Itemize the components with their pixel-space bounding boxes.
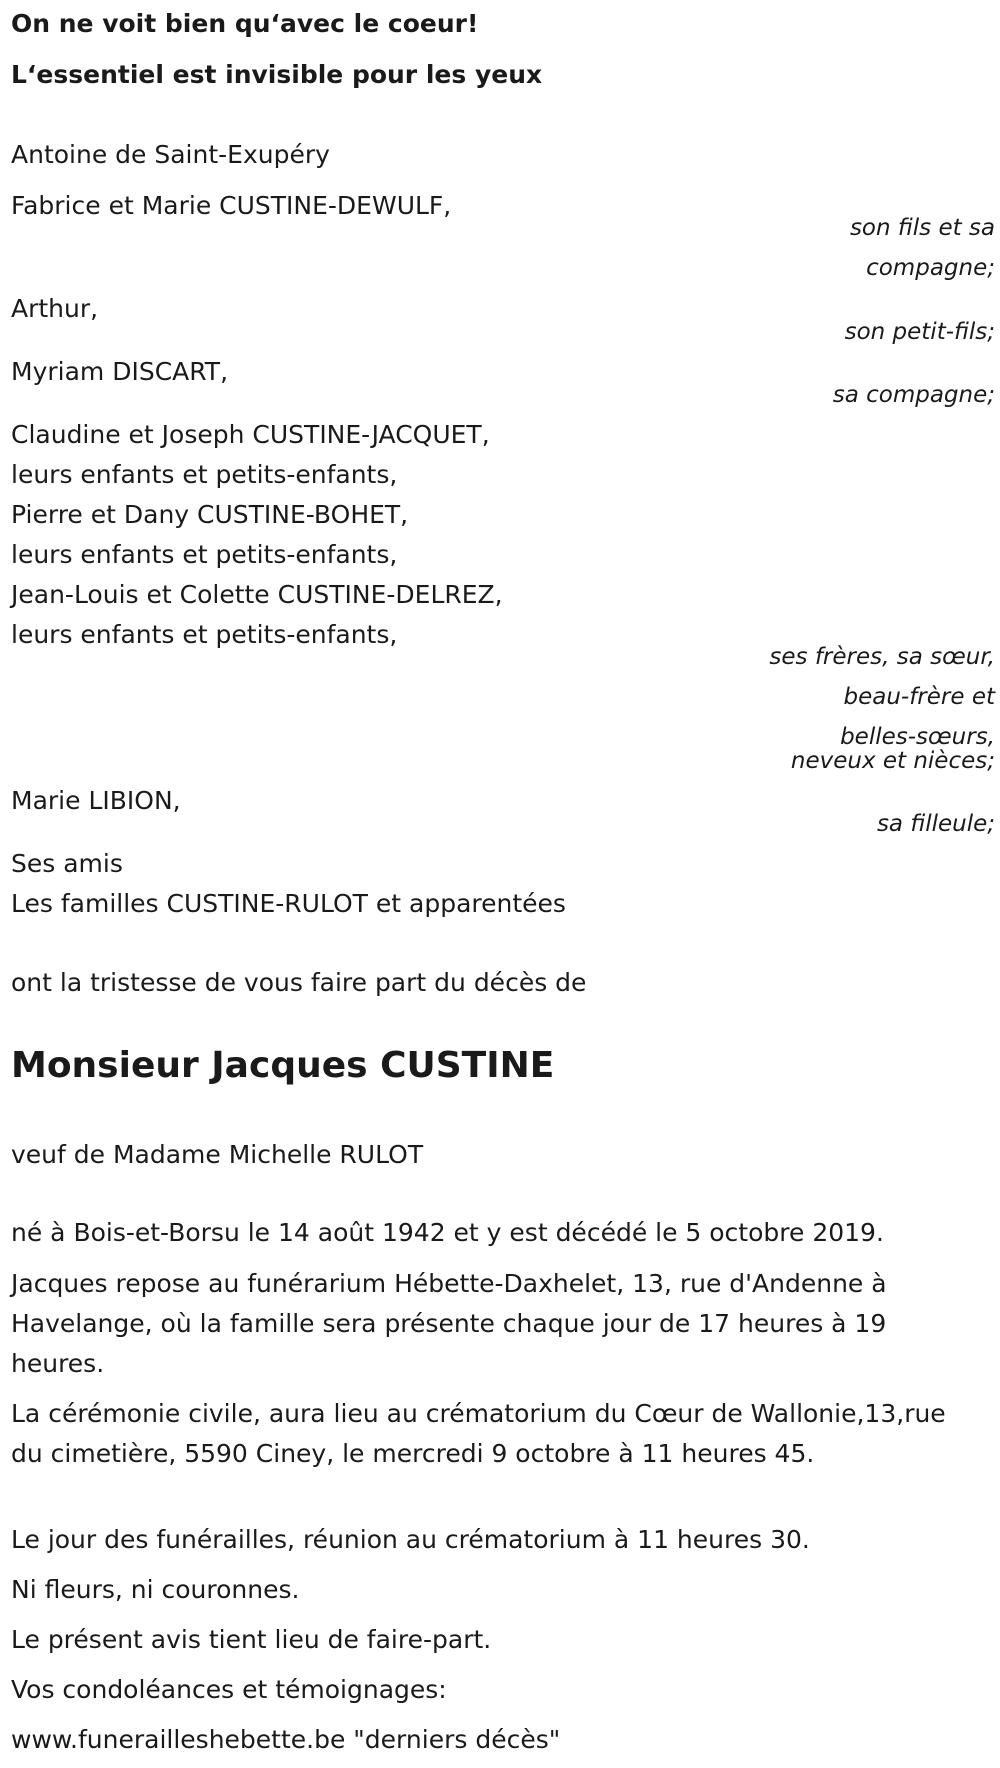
- deceased-name: Monsieur Jacques CUSTINE: [11, 1045, 555, 1086]
- quote-author: Antoine de Saint-Exupéry: [11, 140, 330, 169]
- sibling-3-family: leurs enfants et petits-enfants,: [11, 620, 398, 649]
- birth-death-line: né à Bois-et-Borsu le 14 août 1942 et y est décédé le 5 octobre 2019.: [11, 1218, 884, 1247]
- partner-name: Myriam DISCART,: [11, 357, 229, 386]
- sibling-2-names: Pierre et Dany CUSTINE-BOHET,: [11, 500, 409, 529]
- widower-line: veuf de Madame Michelle RULOT: [11, 1140, 424, 1169]
- sibling-1-family: leurs enfants et petits-enfants,: [11, 460, 398, 489]
- friends-line: Ses amis: [11, 849, 123, 878]
- no-flowers-line: Ni fleurs, ni couronnes.: [11, 1575, 300, 1604]
- partner-relation: sa compagne;: [832, 382, 995, 408]
- quote-line-1: On ne voit bien qu‘avec le coeur!: [11, 9, 479, 38]
- sibling-1-names: Claudine et Joseph CUSTINE-JACQUET,: [11, 420, 490, 449]
- quote-line-2: L‘essentiel est invisible pour les yeux: [11, 60, 543, 89]
- condolences-label: Vos condoléances et témoignages:: [11, 1675, 447, 1704]
- sibling-3-names: Jean-Louis et Colette CUSTINE-DELREZ,: [11, 580, 503, 609]
- siblings-relation-line-1: ses frères, sa sœur,: [769, 644, 995, 670]
- notice-line: Le présent avis tient lieu de faire-part.: [11, 1625, 492, 1654]
- ceremony-paragraph: La cérémonie civile, aura lieu au crématorium du Cœur de Wallonie,13,rue du cimetière, 5590 Ciney, le mercredi 9 octobre à 11 heures 45.: [11, 1399, 946, 1468]
- son-relation-line-1: son fils et sa: [849, 215, 995, 241]
- son-relation-line-2: compagne;: [866, 255, 995, 281]
- website-link[interactable]: www.funerailleshebette.be "derniers décès": [11, 1725, 561, 1754]
- families-line: Les familles CUSTINE-RULOT et apparentées: [11, 889, 566, 918]
- funerarium-paragraph: Jacques repose au funérarium Hébette-Daxhelet, 13, rue d'Andenne à Havelange, où la famille sera présente chaque jour de 17 heures à 19 heures.: [11, 1269, 887, 1378]
- siblings-relation-line-4: neveux et nièces;: [790, 748, 995, 774]
- grandson-name: Arthur,: [11, 294, 99, 323]
- son-names: Fabrice et Marie CUSTINE-DEWULF,: [11, 191, 452, 220]
- siblings-relation-line-2: beau-frère et: [843, 684, 995, 710]
- goddaughter-name: Marie LIBION,: [11, 786, 181, 815]
- goddaughter-relation: sa filleule;: [876, 811, 995, 837]
- grandson-relation: son petit-fils;: [844, 319, 995, 345]
- meeting-line: Le jour des funérailles, réunion au crématorium à 11 heures 30.: [11, 1525, 810, 1554]
- siblings-relation-line-3: belles-sœurs,: [840, 724, 995, 750]
- announcement-line: ont la tristesse de vous faire part du décès de: [11, 968, 587, 997]
- sibling-2-family: leurs enfants et petits-enfants,: [11, 540, 398, 569]
